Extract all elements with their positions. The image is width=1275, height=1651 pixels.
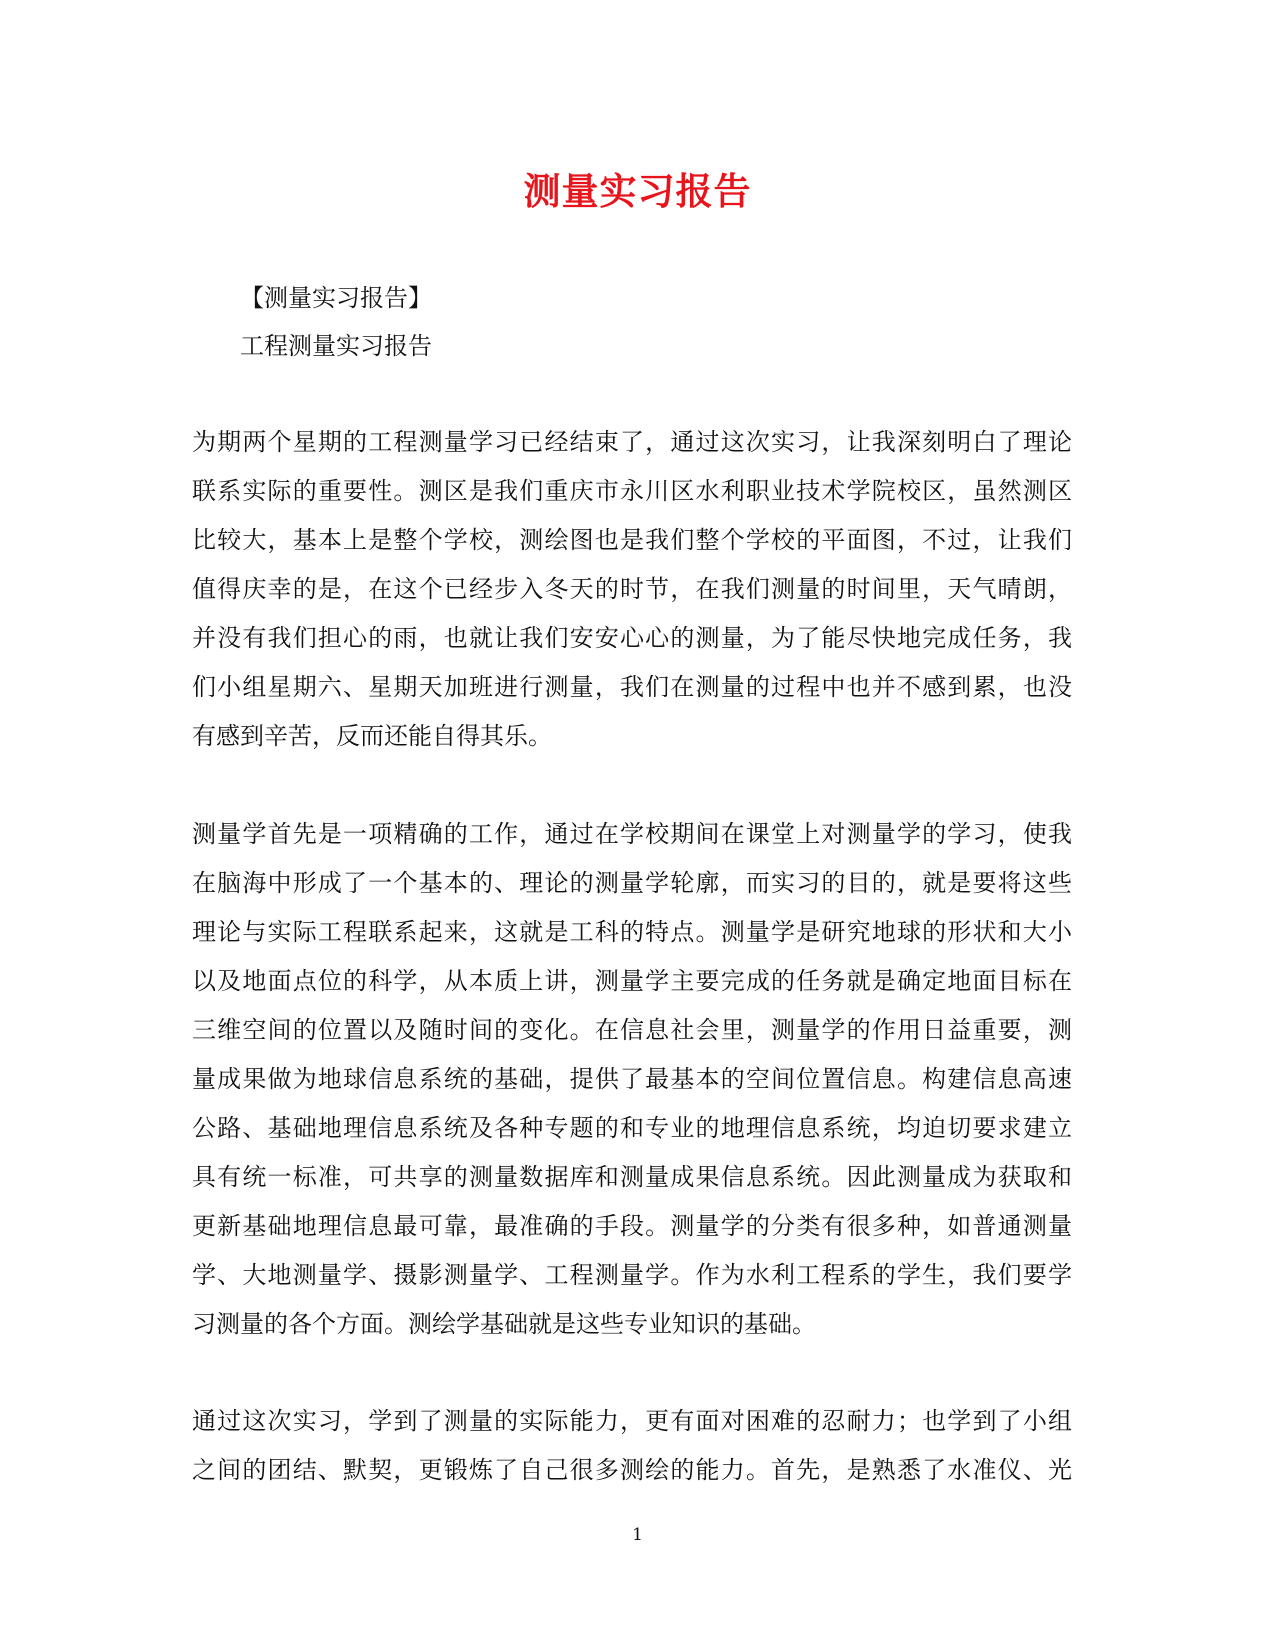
paragraph-line: 之间的团结、默契，更锻炼了自己很多测绘的能力。首先，是熟悉了水准仪、光 <box>192 1456 1072 1484</box>
paragraph-line: 学、大地测量学、摄影测量学、工程测量学。作为水利工程系的学生，我们要学 <box>192 1261 1072 1289</box>
paragraph-line: 在脑海中形成了一个基本的、理论的测量学轮廓，而实习的目的，就是要将这些 <box>192 869 1072 897</box>
paragraph-line: 们小组星期六、星期天加班进行测量，我们在测量的过程中也并不感到累，也没 <box>192 673 1072 701</box>
subheading-bracketed: 【测量实习报告】 <box>240 284 432 312</box>
paragraph-line: 量成果做为地球信息系统的基础，提供了最基本的空间位置信息。构建信息高速 <box>192 1065 1072 1093</box>
paragraph-line: 三维空间的位置以及随时间的变化。在信息社会里，测量学的作用日益重要，测 <box>192 1016 1072 1044</box>
paragraph-line: 为期两个星期的工程测量学习已经结束了，通过这次实习，让我深刻明白了理论 <box>192 428 1072 456</box>
paragraph-2 <box>192 810 1072 1349</box>
paragraph-line: 值得庆幸的是，在这个已经步入冬天的时节，在我们测量的时间里，天气晴朗， <box>192 575 1072 603</box>
paragraph-line: 以及地面点位的科学，从本质上讲，测量学主要完成的任务就是确定地面目标在 <box>192 967 1072 995</box>
document-title: 测量实习报告 <box>523 169 752 213</box>
paragraph-line: 通过这次实习，学到了测量的实际能力，更有面对困难的忍耐力；也学到了小组 <box>192 1407 1072 1435</box>
paragraph-line: 具有统一标准，可共享的测量数据库和测量成果信息系统。因此测量成为获取和 <box>192 1163 1072 1191</box>
paragraph-1 <box>192 418 1072 761</box>
paragraph-line: 并没有我们担心的雨，也就让我们安安心心的测量，为了能尽快地完成任务，我 <box>192 624 1072 652</box>
paragraph-line: 有感到辛苦，反而还能自得其乐。 <box>192 722 552 750</box>
paragraph-line: 测量学首先是一项精确的工作，通过在学校期间在课堂上对测量学的学习，使我 <box>192 820 1072 848</box>
paragraph-line: 理论与实际工程联系起来，这就是工科的特点。测量学是研究地球的形状和大小 <box>192 918 1072 946</box>
subheading-engineering: 工程测量实习报告 <box>240 332 432 360</box>
page-number: 1 <box>632 1525 643 1545</box>
paragraph-line: 公路、基础地理信息系统及各种专题的和专业的地理信息系统，均迫切要求建立 <box>192 1114 1072 1142</box>
paragraph-line: 习测量的各个方面。测绘学基础就是这些专业知识的基础。 <box>192 1310 816 1338</box>
paragraph-3 <box>192 1397 1072 1495</box>
paragraph-line: 比较大，基本上是整个学校，测绘图也是我们整个学校的平面图，不过，让我们 <box>192 526 1072 554</box>
paragraph-line: 联系实际的重要性。测区是我们重庆市永川区水利职业技术学院校区，虽然测区 <box>192 477 1072 505</box>
paragraph-line: 更新基础地理信息最可靠，最准确的手段。测量学的分类有很多种，如普通测量 <box>192 1212 1072 1240</box>
